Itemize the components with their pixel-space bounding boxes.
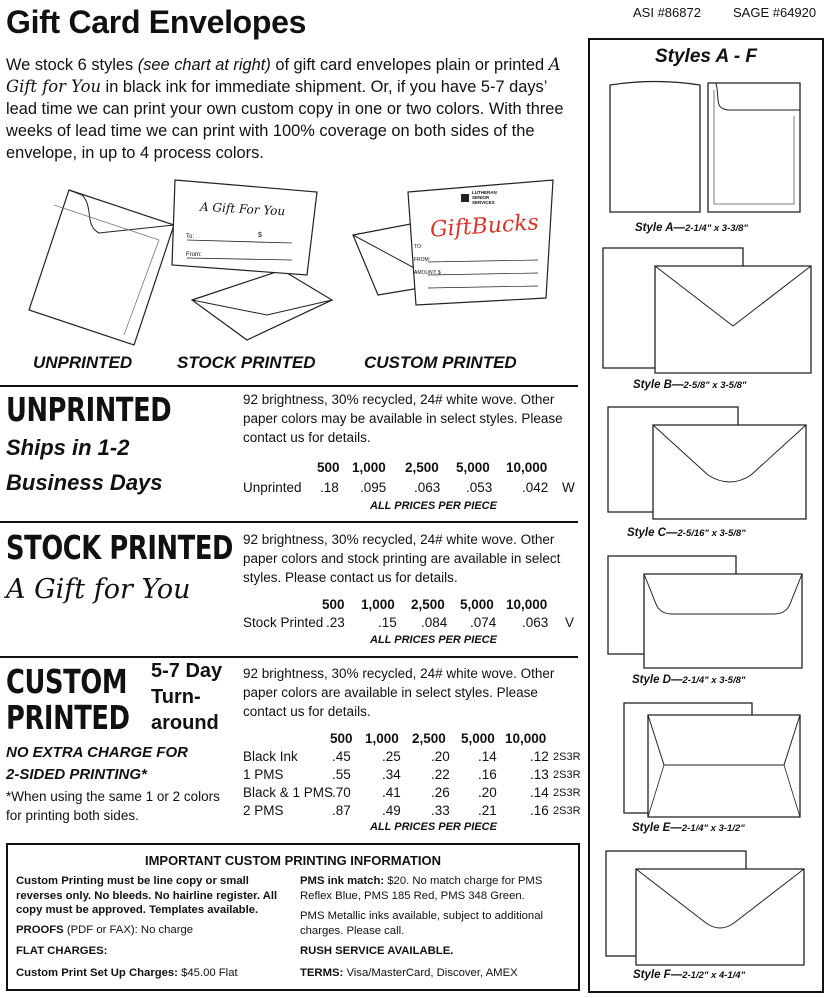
custom-price: .20 bbox=[478, 785, 497, 800]
unprinted-qty: 2,500 bbox=[405, 460, 439, 475]
stock-qty: 1,000 bbox=[361, 597, 395, 612]
custom-no-extra-charge-1: NO EXTRA CHARGE FOR bbox=[6, 744, 188, 761]
info-pms-ink-match: PMS ink match: $20. No match charge for PMS Reflex Blue, PMS 185 Red, PMS 348 Green. bbox=[300, 875, 543, 902]
stock-price: .15 bbox=[378, 615, 397, 630]
style-e-envelope-illustration bbox=[624, 703, 804, 818]
style-f-envelope-illustration bbox=[606, 851, 806, 966]
custom-price: .14 bbox=[478, 749, 497, 764]
custom-price: .21 bbox=[478, 803, 497, 818]
stock-heading: STOCK PRINTED bbox=[6, 528, 234, 567]
caption-custom-printed: CUSTOM PRINTED bbox=[364, 353, 517, 372]
info-metallic-inks: PMS Metallic inks available, subject to additional charges. Please call. bbox=[300, 910, 544, 937]
stock-script: A Gift for You bbox=[6, 574, 191, 605]
custom-footnote-1: *When using the same 1 or 2 colors bbox=[6, 789, 220, 804]
info-terms: TERMS: Visa/MasterCard, Discover, AMEX bbox=[300, 967, 518, 979]
custom-no-extra-charge-2: 2-SIDED PRINTING* bbox=[6, 766, 147, 783]
custom-code: 2S3R bbox=[553, 787, 581, 799]
asi-number: ASI #86872 bbox=[633, 5, 701, 20]
unprinted-sub1: Ships in 1-2 bbox=[6, 435, 130, 460]
style-f-caption: Style F—2-1/2" x 4-1/4" bbox=[633, 969, 746, 981]
page-title: Gift Card Envelopes bbox=[6, 4, 307, 40]
custom-turnaround-2: Turn- bbox=[151, 686, 201, 708]
divider-stock bbox=[0, 521, 578, 523]
style-a-caption: Style A—2-1/4" x 3-3/8" bbox=[635, 222, 748, 234]
custom-qty: 1,000 bbox=[365, 731, 399, 746]
custom-heading-2: PRINTED bbox=[6, 698, 130, 737]
custom-card-logo: LUTHERAN SENIOR SERVICES bbox=[472, 190, 497, 205]
unprinted-price: .042 bbox=[522, 480, 549, 495]
custom-price: .87 bbox=[332, 803, 351, 818]
unprinted-row-label: Unprinted bbox=[243, 480, 302, 495]
caption-unprinted: UNPRINTED bbox=[33, 353, 133, 372]
custom-price: .26 bbox=[431, 785, 450, 800]
custom-heading-1: CUSTOM bbox=[6, 662, 128, 701]
custom-row-label: 2 PMS bbox=[243, 803, 284, 818]
stock-price: .063 bbox=[522, 615, 549, 630]
custom-turnaround-1: 5-7 Day bbox=[151, 660, 223, 682]
custom-price: .45 bbox=[332, 749, 351, 764]
intro-paragraph: We stock 6 styles (see chart at right) of gift card envelopes plain or printed A Gift for You in black ink for immediate shipment. Or, if you have 5-7 days’ lead time we can print your own custom copy in one or two colors. With three weeks of lead time we can print with 100% coverage on both sides of the envelope, in up to 4 process colors. bbox=[6, 55, 564, 162]
custom-price: .55 bbox=[332, 767, 351, 782]
info-proofs: PROOFS (PDF or FAX): No charge bbox=[16, 924, 194, 936]
custom-turnaround-3: around bbox=[151, 712, 219, 734]
stock-price: .074 bbox=[470, 615, 497, 630]
custom-printed-envelope-illustration bbox=[348, 180, 558, 310]
unprinted-qty: 1,000 bbox=[352, 460, 386, 475]
unprinted-qty: 5,000 bbox=[456, 460, 490, 475]
custom-price: .14 bbox=[530, 785, 549, 800]
unprinted-price: .053 bbox=[466, 480, 493, 495]
divider-unprinted bbox=[0, 385, 578, 387]
stock-price: .23 bbox=[326, 615, 345, 630]
unprinted-heading: UNPRINTED bbox=[6, 390, 172, 429]
stock-price: .084 bbox=[421, 615, 448, 630]
stock-qty: 500 bbox=[322, 597, 345, 612]
unprinted-price: .063 bbox=[414, 480, 441, 495]
stock-card-to: To: bbox=[186, 234, 195, 240]
custom-price: .70 bbox=[332, 785, 351, 800]
style-c-caption: Style C—2-5/16" x 3-5/8" bbox=[627, 527, 746, 539]
custom-card-brand: GiftBucks bbox=[429, 210, 540, 243]
style-b-caption: Style B—2-5/8" x 3-5/8" bbox=[633, 379, 747, 391]
custom-price: .25 bbox=[382, 749, 401, 764]
unprinted-price: .18 bbox=[320, 480, 339, 495]
unprinted-qty: 10,000 bbox=[506, 460, 548, 475]
style-a-envelope-illustration bbox=[610, 80, 800, 215]
custom-card-amount: AMOUNT: $ bbox=[414, 270, 441, 276]
custom-card-from: FROM: bbox=[414, 257, 431, 263]
info-title: IMPORTANT CUSTOM PRINTING INFORMATION bbox=[144, 853, 442, 868]
stock-code: V bbox=[565, 615, 575, 630]
info-flat-charges: FLAT CHARGES: bbox=[16, 945, 108, 957]
unprinted-sub2: Business Days bbox=[6, 470, 163, 495]
info-rush-service: RUSH SERVICE AVAILABLE. bbox=[300, 945, 454, 957]
stock-row-label: Stock Printed bbox=[243, 615, 324, 630]
custom-price: .12 bbox=[530, 749, 549, 764]
custom-row-label: 1 PMS bbox=[243, 767, 284, 782]
stock-price-note: ALL PRICES PER PIECE bbox=[370, 634, 497, 646]
info-custom-printing-rules: Custom Printing must be line copy or small reverses only. No bleeds. No hairline register. All copy must be approved. Templates available. bbox=[16, 875, 278, 916]
stock-card-from: From: bbox=[186, 252, 202, 258]
unprinted-qty: 500 bbox=[317, 460, 340, 475]
sidebar-title: Styles A - F bbox=[654, 46, 758, 67]
stock-qty: 10,000 bbox=[506, 597, 548, 612]
info-setup-charges: Custom Print Set Up Charges: $45.00 Flat bbox=[16, 967, 238, 979]
custom-price: .41 bbox=[382, 785, 401, 800]
custom-price: .22 bbox=[431, 767, 450, 782]
unprinted-price-note: ALL PRICES PER PIECE bbox=[370, 500, 497, 512]
custom-qty: 10,000 bbox=[505, 731, 547, 746]
caption-stock-printed: STOCK PRINTED bbox=[177, 353, 316, 372]
unprinted-envelope-illustration bbox=[24, 185, 174, 350]
custom-footnote-2: for printing both sides. bbox=[6, 808, 139, 823]
custom-code: 2S3R bbox=[553, 805, 581, 817]
custom-qty: 2,500 bbox=[412, 731, 446, 746]
custom-code: 2S3R bbox=[553, 769, 581, 781]
custom-code: 2S3R bbox=[553, 751, 581, 763]
unprinted-code: W bbox=[562, 480, 575, 495]
custom-price: .20 bbox=[431, 749, 450, 764]
custom-description: 92 brightness, 30% recycled, 24# white wove. Other paper colors are available in select styles. Please contact us for details. bbox=[243, 666, 555, 719]
custom-qty: 5,000 bbox=[461, 731, 495, 746]
intro-script-text: A Gift for You bbox=[6, 55, 561, 96]
style-e-caption: Style E—2-1/4" x 3-1/2" bbox=[632, 822, 745, 834]
divider-custom bbox=[0, 656, 578, 658]
unprinted-price: .095 bbox=[360, 480, 387, 495]
sage-number: SAGE #64920 bbox=[733, 5, 817, 20]
style-b-envelope-illustration bbox=[603, 248, 813, 373]
custom-price: .13 bbox=[530, 767, 549, 782]
stock-card-dollar: $ bbox=[258, 232, 262, 239]
style-c-envelope-illustration bbox=[608, 407, 808, 519]
stock-description: 92 brightness, 30% recycled, 24# white wove. Other paper colors and stock printing are available in select styles. Please contact us for details. bbox=[243, 532, 561, 585]
custom-row-label: Black & 1 PMS bbox=[243, 785, 334, 800]
custom-price: .16 bbox=[530, 803, 549, 818]
custom-price: .33 bbox=[431, 803, 450, 818]
custom-price: .34 bbox=[382, 767, 401, 782]
unprinted-description: 92 brightness, 30% recycled, 24# white wove. Other paper colors may be available in select styles. Please contact us for details. bbox=[243, 392, 563, 445]
custom-price: .49 bbox=[382, 803, 401, 818]
stock-card-script: A Gift For You bbox=[199, 199, 286, 219]
custom-card-to: TO: bbox=[414, 244, 423, 250]
custom-qty: 500 bbox=[330, 731, 353, 746]
style-d-caption: Style D—2-1/4" x 3-5/8" bbox=[632, 674, 746, 686]
custom-printing-info-box bbox=[6, 843, 580, 991]
custom-price: .16 bbox=[478, 767, 497, 782]
stock-qty: 2,500 bbox=[411, 597, 445, 612]
custom-row-label: Black Ink bbox=[243, 749, 298, 764]
stock-qty: 5,000 bbox=[460, 597, 494, 612]
style-d-envelope-illustration bbox=[608, 556, 803, 668]
custom-price-note: ALL PRICES PER PIECE bbox=[370, 821, 497, 833]
